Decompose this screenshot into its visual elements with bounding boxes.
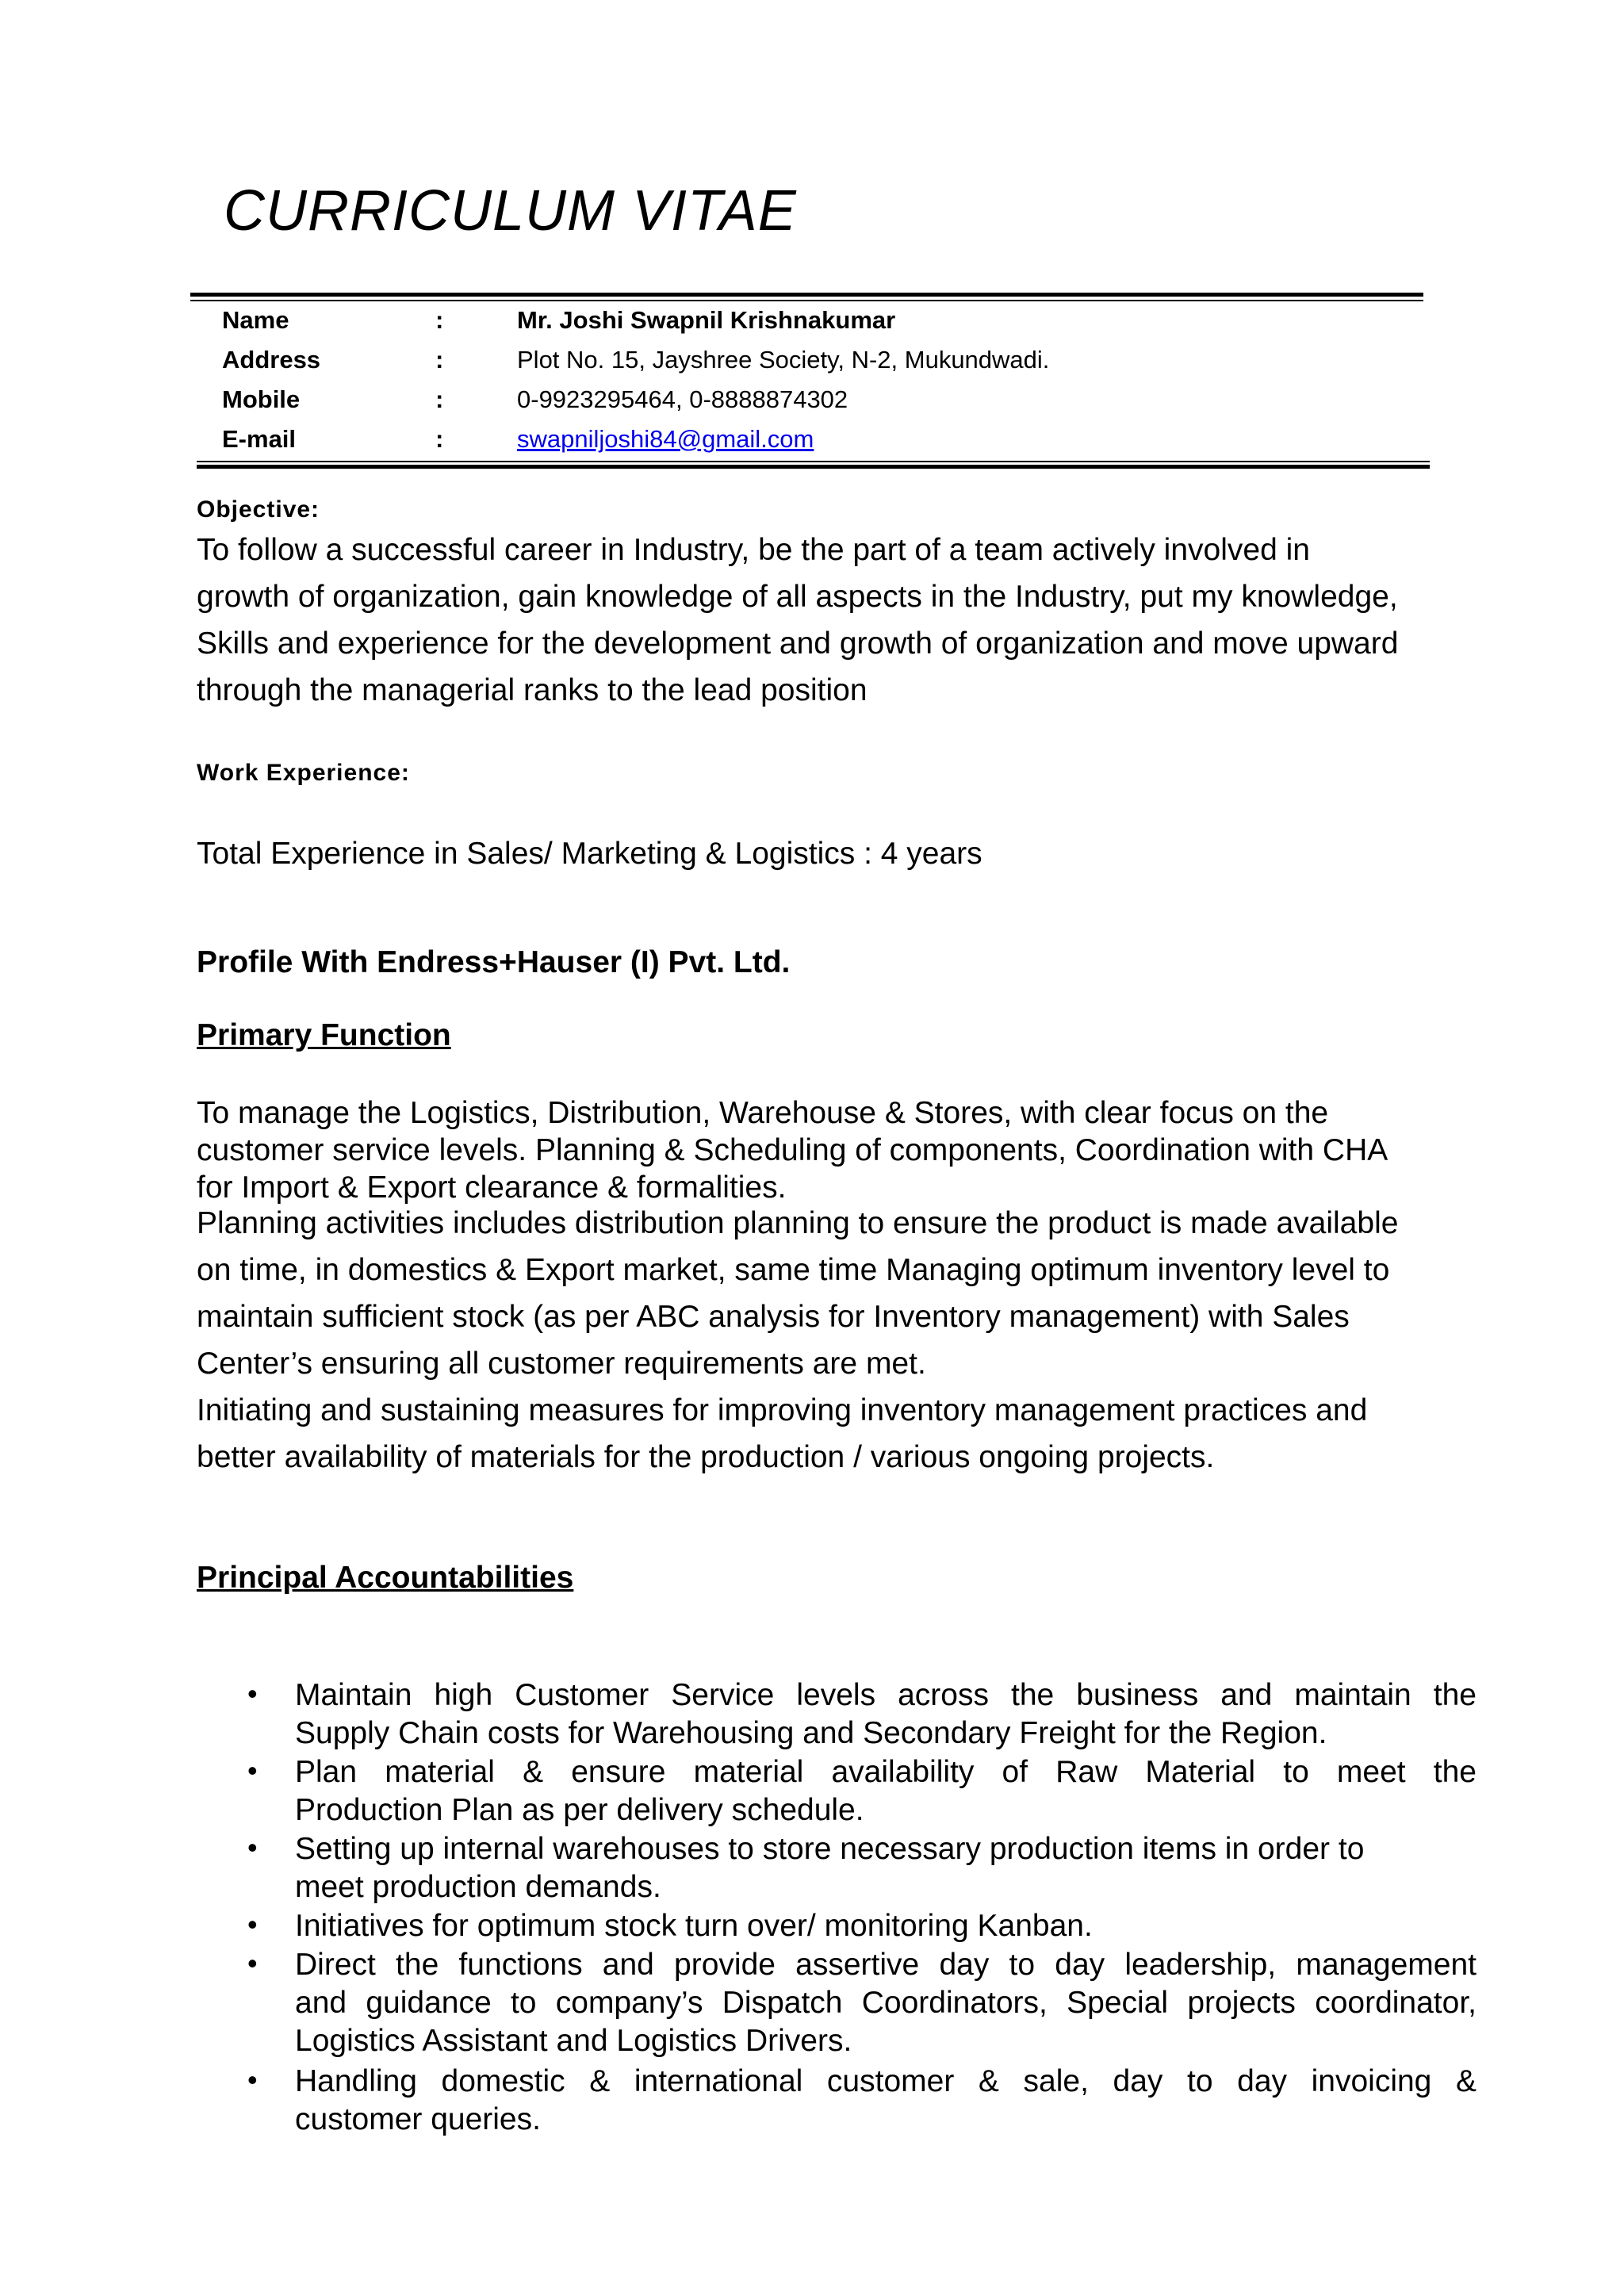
bullet-item-line: Logistics Assistant and Logistics Drivers. (295, 2024, 852, 2058)
work-experience-heading: Work Experience: (197, 760, 410, 786)
primary-function-line: To manage the Logistics, Distribution, Warehouse & Stores, with clear focus on the (197, 1096, 1329, 1130)
contact-rule-thick (197, 465, 1430, 469)
address-label: Address (222, 346, 321, 374)
primary-function-line: better availability of materials for the production / various ongoing projects. (197, 1440, 1215, 1474)
primary-function-line: Initiating and sustaining measures for improving inventory management practices and (197, 1393, 1368, 1427)
bullet-icon: • (247, 1947, 258, 1979)
address-value: Plot No. 15, Jayshree Society, N-2, Mukundwadi. (517, 346, 1050, 374)
primary-function-line: for Import & Export clearance & formalities. (197, 1170, 787, 1205)
primary-function-line: Planning activities includes distribution planning to ensure the product is made available (197, 1206, 1399, 1240)
bullet-icon: • (247, 1908, 258, 1941)
bullet-item-line: Plan material & ensure material availability of Raw Material to meet the (295, 1755, 1477, 1789)
bullet-item-line: Direct the functions and provide assertive day to day leadership, management (295, 1948, 1477, 1982)
primary-function-line: maintain sufficient stock (as per ABC analysis for Inventory management) with Sales (197, 1300, 1350, 1334)
mobile-label: Mobile (222, 385, 301, 413)
bullet-item-line: Handling domestic & international customer & sale, day to day invoicing & (295, 2064, 1477, 2098)
bullet-item-line: and guidance to company’s Dispatch Coordinators, Special projects coordinator, (295, 1986, 1477, 2020)
address-separator: : (435, 346, 444, 374)
email-label: E-mail (222, 425, 297, 453)
objective-line: Skills and experience for the development and growth of organization and move upward (197, 626, 1399, 661)
bullet-icon: • (247, 2063, 258, 2096)
primary-function-line: Center’s ensuring all customer requirements are met. (197, 1347, 926, 1381)
header-rule-thick (190, 293, 1423, 297)
objective-heading: Objective: (197, 496, 320, 523)
objective-line: through the managerial ranks to the lead position (197, 673, 868, 707)
bullet-item-line: meet production demands. (295, 1870, 661, 1904)
mobile-value: 0-9923295464, 0-8888874302 (517, 385, 848, 413)
bullet-icon: • (247, 1677, 258, 1710)
mobile-separator: : (435, 385, 444, 413)
bullet-item-line: Supply Chain costs for Warehousing and Secondary Freight for the Region. (295, 1716, 1327, 1750)
profile-heading: Profile With Endress+Hauser (I) Pvt. Ltd. (197, 945, 791, 979)
name-separator: : (435, 306, 444, 334)
bullet-icon: • (247, 1831, 258, 1864)
document-title: CURRICULUM VITAE (224, 179, 797, 243)
principal-accountabilities-heading: Principal Accountabilities (197, 1561, 574, 1595)
email-link[interactable]: swapniljoshi84@gmail.com (517, 425, 814, 453)
email-separator: : (435, 425, 444, 453)
bullet-item-line: Initiatives for optimum stock turn over/ monitoring Kanban. (295, 1909, 1093, 1943)
name-label: Name (222, 306, 289, 334)
total-experience: Total Experience in Sales/ Marketing & Logistics : 4 years (197, 837, 982, 871)
objective-line: growth of organization, gain knowledge of all aspects in the Industry, put my knowledge, (197, 580, 1398, 614)
bullet-item-line: Setting up internal warehouses to store necessary production items in order to (295, 1832, 1365, 1866)
bullet-icon: • (247, 1754, 258, 1787)
primary-function-line: customer service levels. Planning & Scheduling of components, Coordination with CHA (197, 1133, 1388, 1167)
name-value: Mr. Joshi Swapnil Krishnakumar (517, 306, 896, 334)
bullet-item-line: Maintain high Customer Service levels across the business and maintain the (295, 1678, 1477, 1712)
objective-line: To follow a successful career in Industry, be the part of a team actively involved in (197, 533, 1310, 567)
primary-function-heading: Primary Function (197, 1018, 451, 1052)
primary-function-line: on time, in domestics & Export market, same time Managing optimum inventory level to (197, 1253, 1390, 1287)
contact-rule-thin (197, 461, 1430, 462)
bullet-item-line: customer queries. (295, 2102, 541, 2136)
bullet-item-line: Production Plan as per delivery schedule. (295, 1793, 864, 1827)
